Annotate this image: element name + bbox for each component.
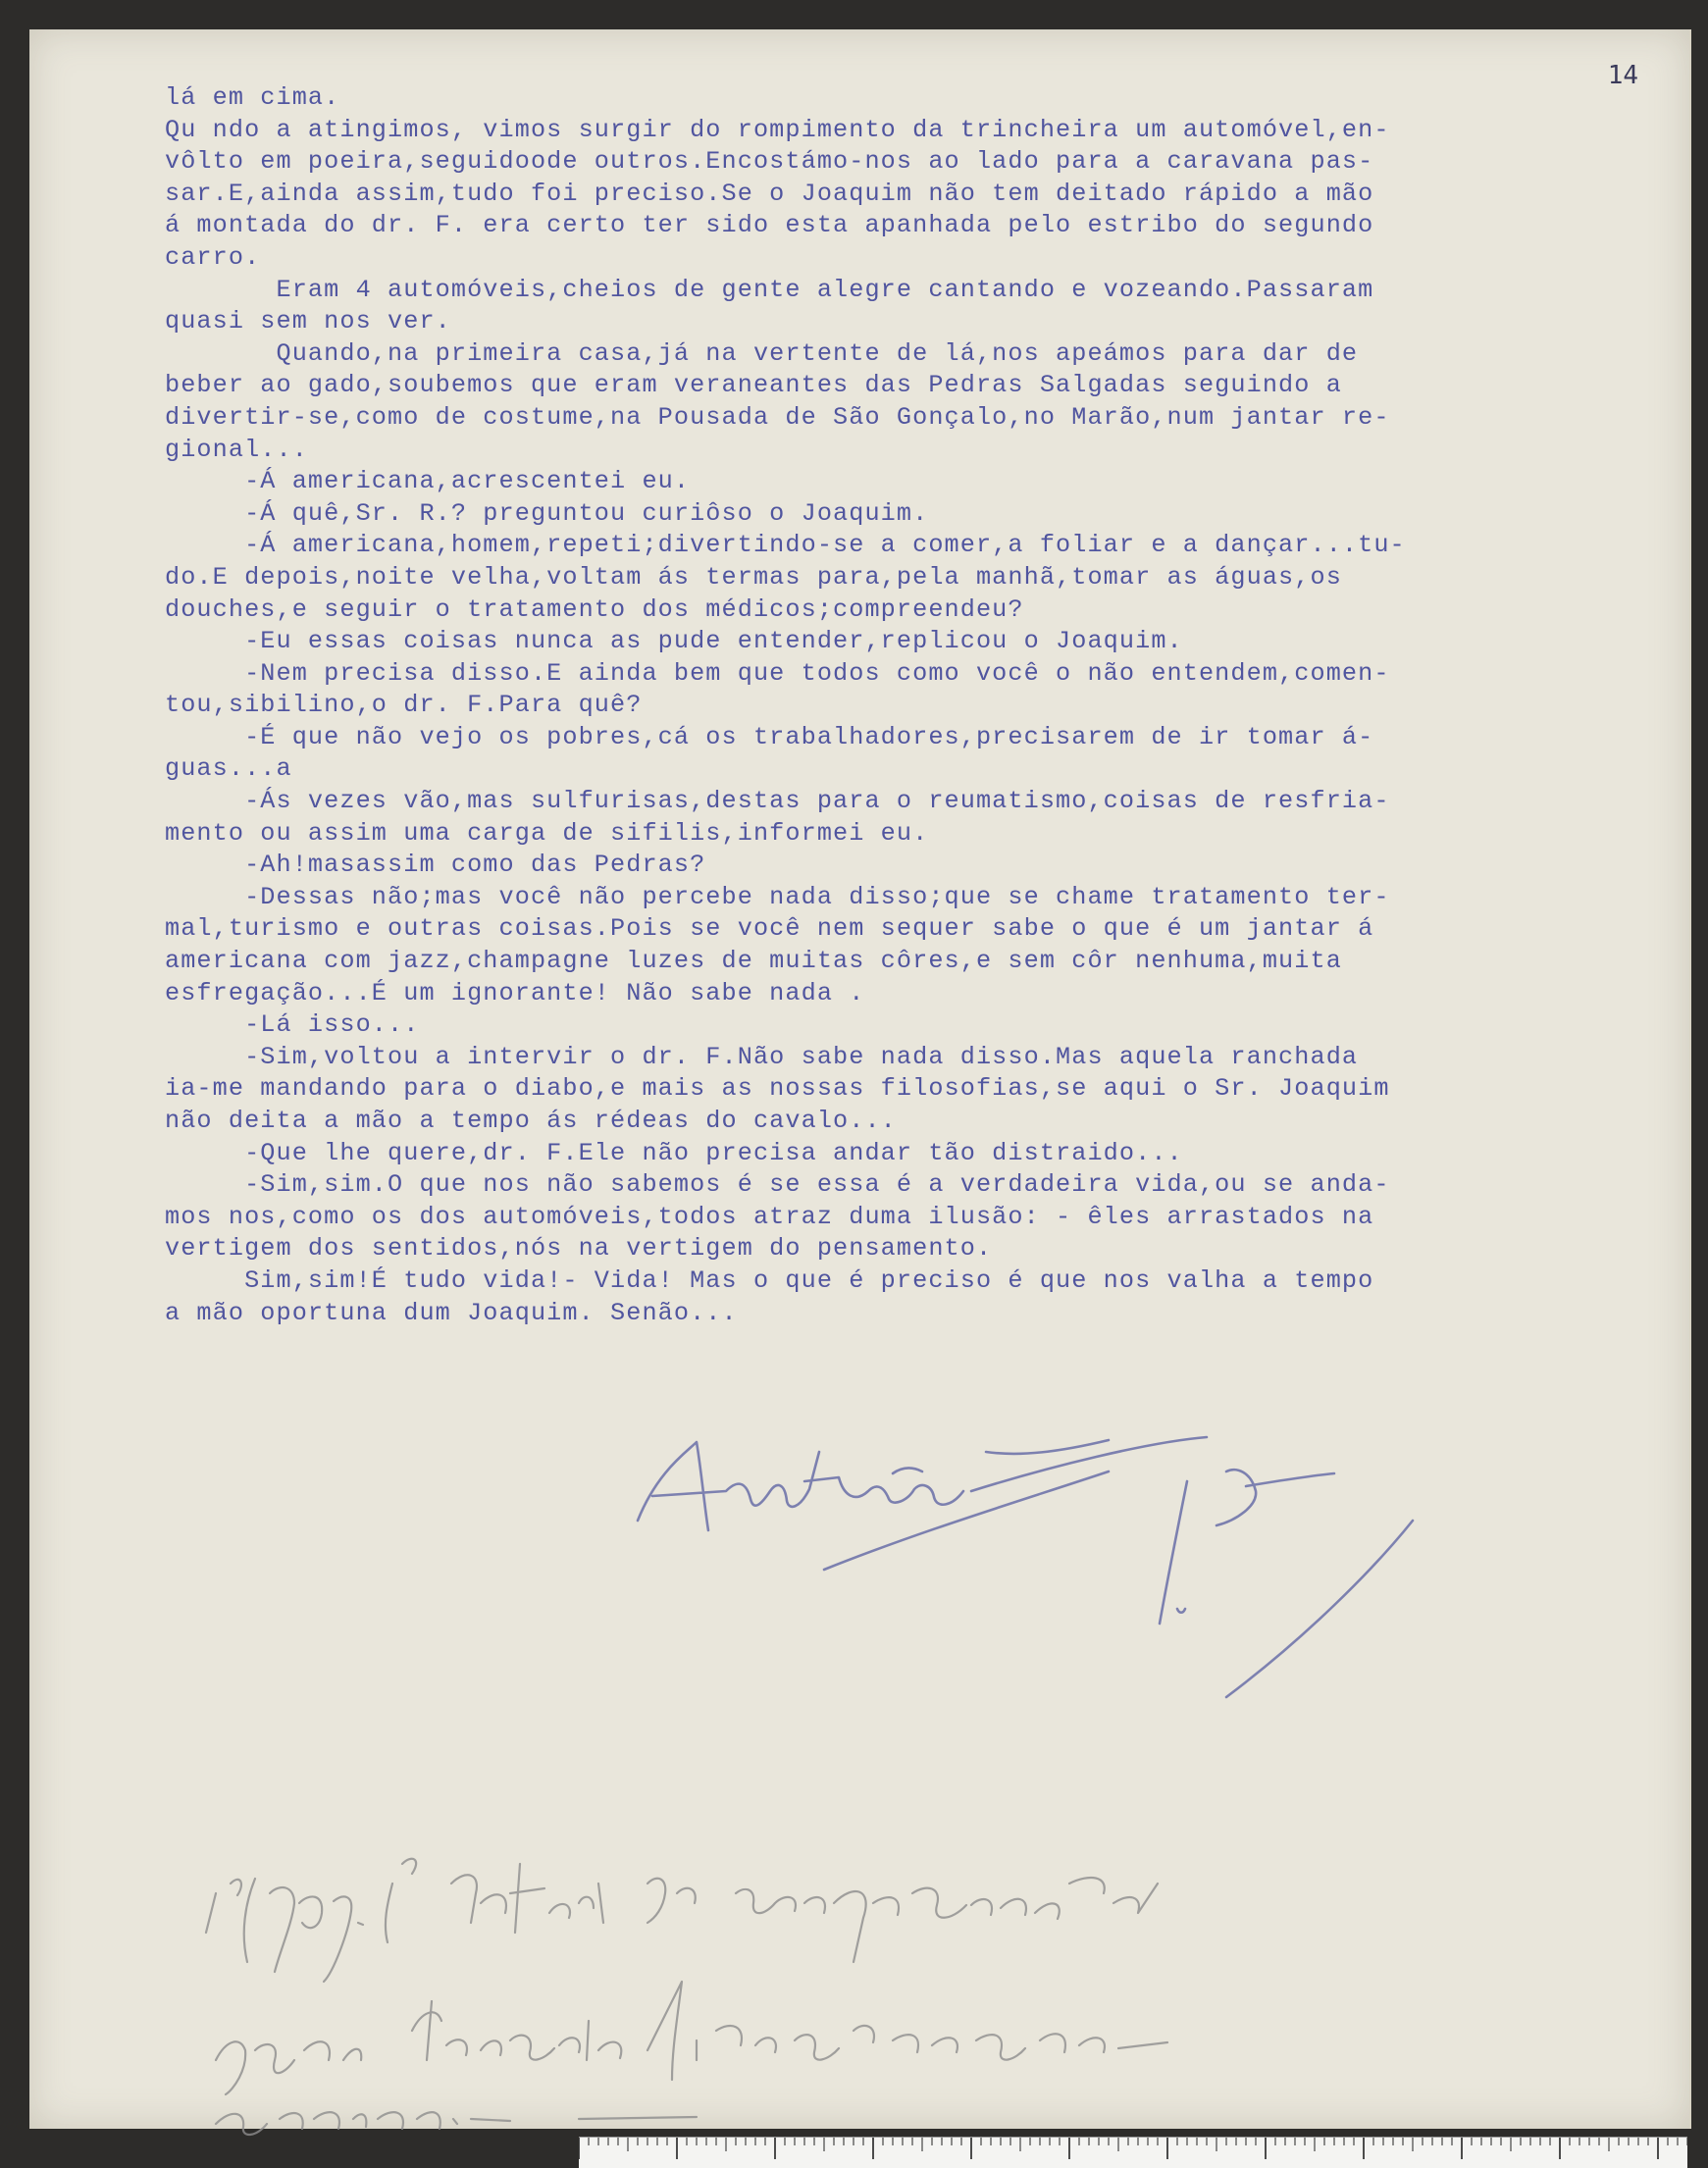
typed-line: -Lá isso...: [165, 1010, 420, 1040]
typed-line: sar.E,ainda assim,tudo foi preciso.Se o Joaquim não tem deitado rápido a mão: [165, 179, 1374, 208]
typed-line: -Que lhe quere,dr. F.Ele não precisa andar tão distraido...: [165, 1138, 1183, 1167]
handwritten-signature: [598, 1413, 1579, 1727]
typed-line: -Sim,sim.O que nos não sabemos é se essa é a verdadeira vida,ou se anda-: [165, 1170, 1390, 1200]
typed-line: -Dessas não;mas você não percebe nada disso;que se chame tratamento ter-: [165, 882, 1390, 911]
typed-line: mal,turismo e outras coisas.Pois se você nem sequer sabe o que é um jantar á: [165, 914, 1374, 944]
typed-line: -Eu essas coisas nunca as pude entender,replicou o Joaquim.: [165, 627, 1183, 656]
typed-line: Qu ndo a atingimos, vimos surgir do rompimento da trincheira um automóvel,en-: [165, 115, 1390, 144]
typed-line: -Sim,voltou a intervir o dr. F.Não sabe nada disso.Mas aquela ranchada: [165, 1042, 1359, 1071]
pencil-annotation: [186, 1825, 1579, 2148]
typed-line: Sim,sim!É tudo vida!- Vida! Mas o que é preciso é que nos valha a tempo: [165, 1265, 1374, 1295]
typed-line: -É que não vejo os pobres,cá os trabalhadores,precisarem de ir tomar á-: [165, 722, 1374, 751]
page-number: 14: [1607, 61, 1638, 90]
typed-line: -Á quê,Sr. R.? preguntou curiôso o Joaquim.: [165, 498, 929, 528]
typed-line: gional...: [165, 435, 308, 464]
typed-line: a mão oportuna dum Joaquim. Senão...: [165, 1298, 738, 1327]
typed-line: -Ah!masassim como das Pedras?: [165, 851, 706, 880]
typed-line: -Ás vezes vão,mas sulfurisas,destas para o reumatismo,coisas de resfria-: [165, 787, 1390, 816]
typed-line: carro.: [165, 242, 261, 272]
typed-line: Eram 4 automóveis,cheios de gente alegre cantando e vozeando.Passaram: [165, 275, 1374, 304]
typed-line: vertigem dos sentidos,nós na vertigem do pensamento.: [165, 1234, 993, 1264]
typed-line: -Á americana,homem,repeti;divertindo-se a comer,a foliar e a dançar...tu-: [165, 531, 1406, 560]
document-page: [29, 29, 1691, 2129]
typed-line: douches,e seguir o tratamento dos médicos;compreendeu?: [165, 594, 1024, 624]
typed-line: -Nem precisa disso.E ainda bem que todos como você o não entendem,comen-: [165, 658, 1390, 688]
typed-line: ia-me mandando para o diabo,e mais as nossas filosofias,se aqui o Sr. Joaquim: [165, 1074, 1390, 1104]
typed-line: tou,sibilino,o dr. F.Para quê?: [165, 691, 643, 720]
typed-line: -Á americana,acrescentei eu.: [165, 467, 691, 496]
typed-line: guas...a: [165, 754, 292, 784]
typed-line: vôlto em poeira,seguidoode outros.Encostámo-nos ao lado para a caravana pas-: [165, 147, 1374, 177]
typed-line: esfregação...É um ignorante! Não sabe nada .: [165, 978, 865, 1007]
typed-line: não deita a mão a tempo ás rédeas do cavalo...: [165, 1107, 897, 1135]
typed-line: á montada do dr. F. era certo ter sido esta apanhada pelo estribo do segundo: [165, 211, 1374, 240]
typewritten-body: [165, 82, 1695, 1329]
typed-line: do.E depois,noite velha,voltam ás termas para,pela manhã,tomar as águas,os: [165, 562, 1342, 592]
measurement-ruler: [579, 2137, 1687, 2168]
typed-line: americana com jazz,champagne luzes de muitas côres,e sem côr nenhuma,muita: [165, 947, 1342, 976]
typed-line: lá em cima.: [165, 83, 340, 112]
typed-line: quasi sem nos ver.: [165, 307, 451, 336]
typed-line: beber ao gado,soubemos que eram veraneantes das Pedras Salgadas seguindo a: [165, 371, 1342, 400]
typed-line: Quando,na primeira casa,já na vertente de lá,nos apeámos para dar de: [165, 338, 1359, 368]
typed-line: mos nos,como os dos automóveis,todos atraz duma ilusão: - êles arrastados na: [165, 1202, 1374, 1231]
typed-line: mento ou assim uma carga de sifilis,informei eu.: [165, 818, 929, 848]
typed-line: divertir-se,como de costume,na Pousada de São Gonçalo,no Marão,num jantar re-: [165, 402, 1390, 432]
